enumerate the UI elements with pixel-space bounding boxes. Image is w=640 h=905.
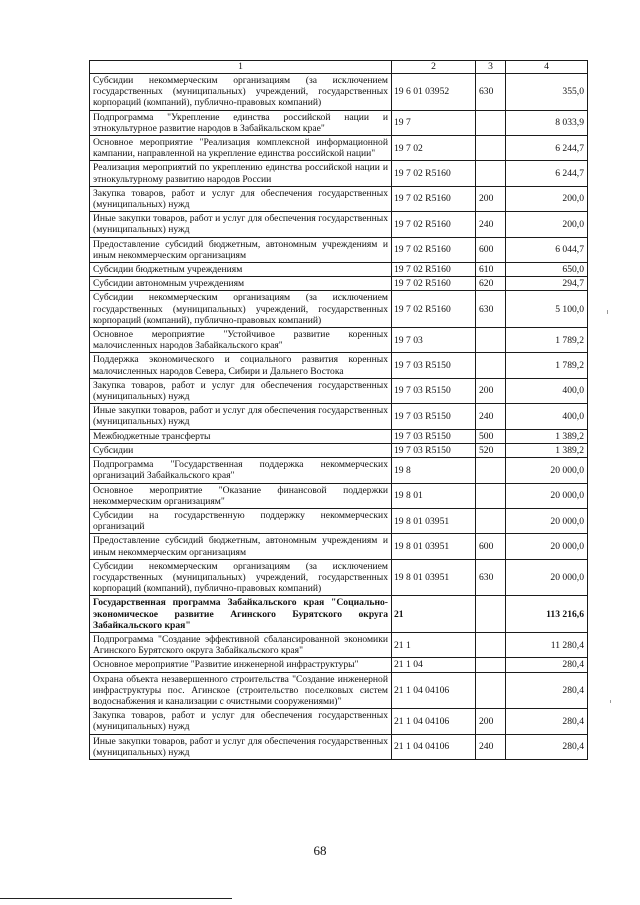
row-kind xyxy=(476,508,506,533)
row-name: Предоставление субсидий бюджетным, автономным учреждениям и иным некоммерческим организациям xyxy=(90,534,392,559)
row-amount: 8 033,9 xyxy=(506,110,588,135)
row-name: Субсидии автономным учреждениям xyxy=(90,277,392,291)
table-row xyxy=(90,161,588,186)
row-name: Основное мероприятие "Оказание финансовой поддержки некоммерческим организациям" xyxy=(90,483,392,508)
table-row xyxy=(90,672,588,709)
table-row xyxy=(90,74,588,111)
row-kind xyxy=(476,658,506,672)
row-kind xyxy=(476,632,506,657)
budget-table xyxy=(89,60,588,760)
budget-table-body xyxy=(90,61,588,760)
table-row xyxy=(90,186,588,211)
row-code: 19 8 01 03951 xyxy=(392,534,476,559)
table-row xyxy=(90,277,588,291)
row-kind: 630 xyxy=(476,559,506,596)
row-amount: 20 000,0 xyxy=(506,458,588,483)
row-code: 19 8 xyxy=(392,458,476,483)
table-row xyxy=(90,212,588,237)
table-row xyxy=(90,328,588,353)
row-name: Иные закупки товаров, работ и услуг для обеспечения государственных (муниципальных) нужд xyxy=(90,212,392,237)
row-name: Основное мероприятие "Реализация комплексной информационной кампании, направленной на укрепление единства российской нации" xyxy=(90,136,392,161)
row-amount: 280,4 xyxy=(506,658,588,672)
table-row xyxy=(90,709,588,734)
row-name: Межбюджетные трансферты xyxy=(90,429,392,443)
row-kind: 240 xyxy=(476,734,506,759)
row-amount: 280,4 xyxy=(506,672,588,709)
row-code: 19 7 02 R5160 xyxy=(392,291,476,328)
row-kind xyxy=(476,353,506,378)
row-kind: 630 xyxy=(476,291,506,328)
row-kind xyxy=(476,110,506,135)
row-amount: 20 000,0 xyxy=(506,559,588,596)
table-row xyxy=(90,508,588,533)
row-amount: 200,0 xyxy=(506,212,588,237)
row-name: Предоставление субсидий бюджетным, автономным учреждениям и иным некоммерческим организациям xyxy=(90,237,392,262)
row-kind xyxy=(476,161,506,186)
table-row xyxy=(90,596,588,633)
row-amount: 400,0 xyxy=(506,404,588,429)
row-kind xyxy=(476,328,506,353)
table-header-row xyxy=(90,61,588,74)
row-code: 19 8 01 xyxy=(392,483,476,508)
row-amount: 1 789,2 xyxy=(506,353,588,378)
row-code: 21 1 04 xyxy=(392,658,476,672)
row-kind xyxy=(476,136,506,161)
scan-speck xyxy=(607,310,608,314)
row-code: 19 7 02 R5160 xyxy=(392,161,476,186)
row-name: Охрана объекта незавершенного строительства "Создание инженерной инфраструктуры пос. Агинское (строительство поселковых систем водоснабжения и канализации с очистными сооружениями)" xyxy=(90,672,392,709)
row-code: 19 7 02 R5160 xyxy=(392,263,476,277)
header-col-4: 4 xyxy=(506,61,588,74)
row-amount: 200,0 xyxy=(506,186,588,211)
row-code: 19 7 03 R5150 xyxy=(392,378,476,403)
table-row xyxy=(90,658,588,672)
row-kind: 200 xyxy=(476,709,506,734)
row-code: 19 7 02 R5160 xyxy=(392,186,476,211)
row-code: 19 8 01 03951 xyxy=(392,559,476,596)
row-amount: 20 000,0 xyxy=(506,483,588,508)
footer-rule xyxy=(0,898,232,899)
row-kind: 600 xyxy=(476,237,506,262)
row-kind: 200 xyxy=(476,186,506,211)
row-kind: 620 xyxy=(476,277,506,291)
row-name: Иные закупки товаров, работ и услуг для обеспечения государственных (муниципальных) нужд xyxy=(90,404,392,429)
row-amount: 280,4 xyxy=(506,734,588,759)
row-kind: 610 xyxy=(476,263,506,277)
row-code: 19 8 01 03951 xyxy=(392,508,476,533)
row-amount: 113 216,6 xyxy=(506,596,588,633)
row-amount: 1 389,2 xyxy=(506,443,588,457)
row-code: 19 7 xyxy=(392,110,476,135)
table-row xyxy=(90,291,588,328)
row-code: 21 1 04 04106 xyxy=(392,709,476,734)
row-amount: 20 000,0 xyxy=(506,508,588,533)
row-code: 19 6 01 03952 xyxy=(392,74,476,111)
row-amount: 1 389,2 xyxy=(506,429,588,443)
row-code: 19 7 02 R5160 xyxy=(392,237,476,262)
table-row xyxy=(90,483,588,508)
row-amount: 5 100,0 xyxy=(506,291,588,328)
table-row xyxy=(90,263,588,277)
table-row xyxy=(90,136,588,161)
row-name: Подпрограмма "Государственная поддержка некоммерческих организаций Забайкальского края" xyxy=(90,458,392,483)
page-number: 68 xyxy=(313,843,327,858)
table-row xyxy=(90,734,588,759)
row-code: 19 7 03 R5150 xyxy=(392,353,476,378)
row-amount: 11 280,4 xyxy=(506,632,588,657)
row-amount: 280,4 xyxy=(506,709,588,734)
row-name: Субсидии некоммерческим организациям (за исключением государственных (муниципальных) учреждений, государственных корпораций (компаний), публично-правовых компаний) xyxy=(90,74,392,111)
row-code: 19 7 03 R5150 xyxy=(392,404,476,429)
row-name: Закупка товаров, работ и услуг для обеспечения государственных (муниципальных) нужд xyxy=(90,709,392,734)
row-code: 21 1 04 04106 xyxy=(392,672,476,709)
row-code: 19 7 03 xyxy=(392,328,476,353)
row-amount: 1 789,2 xyxy=(506,328,588,353)
table-row xyxy=(90,237,588,262)
row-name: Субсидии xyxy=(90,443,392,457)
row-name: Основное мероприятие "Развитие инженерной инфраструктуры" xyxy=(90,658,392,672)
row-amount: 355,0 xyxy=(506,74,588,111)
row-name: Субсидии некоммерческим организациям (за исключением государственных (муниципальных) учреждений, государственных корпораций (компаний), публично-правовых компаний) xyxy=(90,291,392,328)
row-kind: 520 xyxy=(476,443,506,457)
row-kind xyxy=(476,596,506,633)
row-name: Подпрограмма "Укрепление единства российской нации и этнокультурное развитие народов в Забайкальском крае" xyxy=(90,110,392,135)
table-row xyxy=(90,404,588,429)
row-name: Подпрограмма "Создание эффективной сбалансированной экономики Агинского Бурятского округа Забайкальского края" xyxy=(90,632,392,657)
row-amount: 6 244,7 xyxy=(506,161,588,186)
row-amount: 294,7 xyxy=(506,277,588,291)
row-amount: 6 244,7 xyxy=(506,136,588,161)
header-col-3: 3 xyxy=(476,61,506,74)
row-code: 21 1 04 04106 xyxy=(392,734,476,759)
table-row xyxy=(90,534,588,559)
row-name: Субсидии на государственную поддержку некоммерческих организаций xyxy=(90,508,392,533)
row-kind: 240 xyxy=(476,404,506,429)
row-name: Закупка товаров, работ и услуг для обеспечения государственных (муниципальных) нужд xyxy=(90,378,392,403)
row-amount: 20 000,0 xyxy=(506,534,588,559)
row-name: Поддержка экономического и социального развития коренных малочисленных народов Севера, Сибири и Дальнего Востока xyxy=(90,353,392,378)
row-name: Государственная программа Забайкальского края "Социально-экономическое развитие Агинского Бурятского округа Забайкальского края" xyxy=(90,596,392,633)
table-row xyxy=(90,632,588,657)
header-col-1: 1 xyxy=(90,61,392,74)
row-code: 21 xyxy=(392,596,476,633)
row-code: 19 7 03 R5150 xyxy=(392,429,476,443)
row-kind: 240 xyxy=(476,212,506,237)
table-row xyxy=(90,458,588,483)
scan-speck xyxy=(610,700,611,703)
row-name: Иные закупки товаров, работ и услуг для обеспечения государственных (муниципальных) нужд xyxy=(90,734,392,759)
row-kind: 200 xyxy=(476,378,506,403)
row-code: 19 7 03 R5150 xyxy=(392,443,476,457)
row-kind xyxy=(476,672,506,709)
row-kind: 600 xyxy=(476,534,506,559)
row-name: Закупка товаров, работ и услуг для обеспечения государственных (муниципальных) нужд xyxy=(90,186,392,211)
row-amount: 6 044,7 xyxy=(506,237,588,262)
row-name: Основное мероприятие "Устойчивое развитие коренных малочисленных народов Забайкальского края" xyxy=(90,328,392,353)
table-row xyxy=(90,353,588,378)
row-code: 19 7 02 R5160 xyxy=(392,277,476,291)
row-name: Субсидии бюджетным учреждениям xyxy=(90,263,392,277)
table-row xyxy=(90,429,588,443)
row-kind: 500 xyxy=(476,429,506,443)
row-name: Субсидии некоммерческим организациям (за исключением государственных (муниципальных) учреждений, государственных корпораций (компаний), публично-правовых компаний) xyxy=(90,559,392,596)
row-amount: 400,0 xyxy=(506,378,588,403)
row-kind xyxy=(476,483,506,508)
row-kind: 630 xyxy=(476,74,506,111)
row-code: 19 7 02 R5160 xyxy=(392,212,476,237)
header-col-2: 2 xyxy=(392,61,476,74)
row-code: 21 1 xyxy=(392,632,476,657)
row-amount: 650,0 xyxy=(506,263,588,277)
row-name: Реализация мероприятий по укреплению единства российской нации и этнокультурному развитию народов России xyxy=(90,161,392,186)
table-row xyxy=(90,378,588,403)
table-row xyxy=(90,443,588,457)
table-row xyxy=(90,110,588,135)
row-code: 19 7 02 xyxy=(392,136,476,161)
row-kind xyxy=(476,458,506,483)
table-row xyxy=(90,559,588,596)
